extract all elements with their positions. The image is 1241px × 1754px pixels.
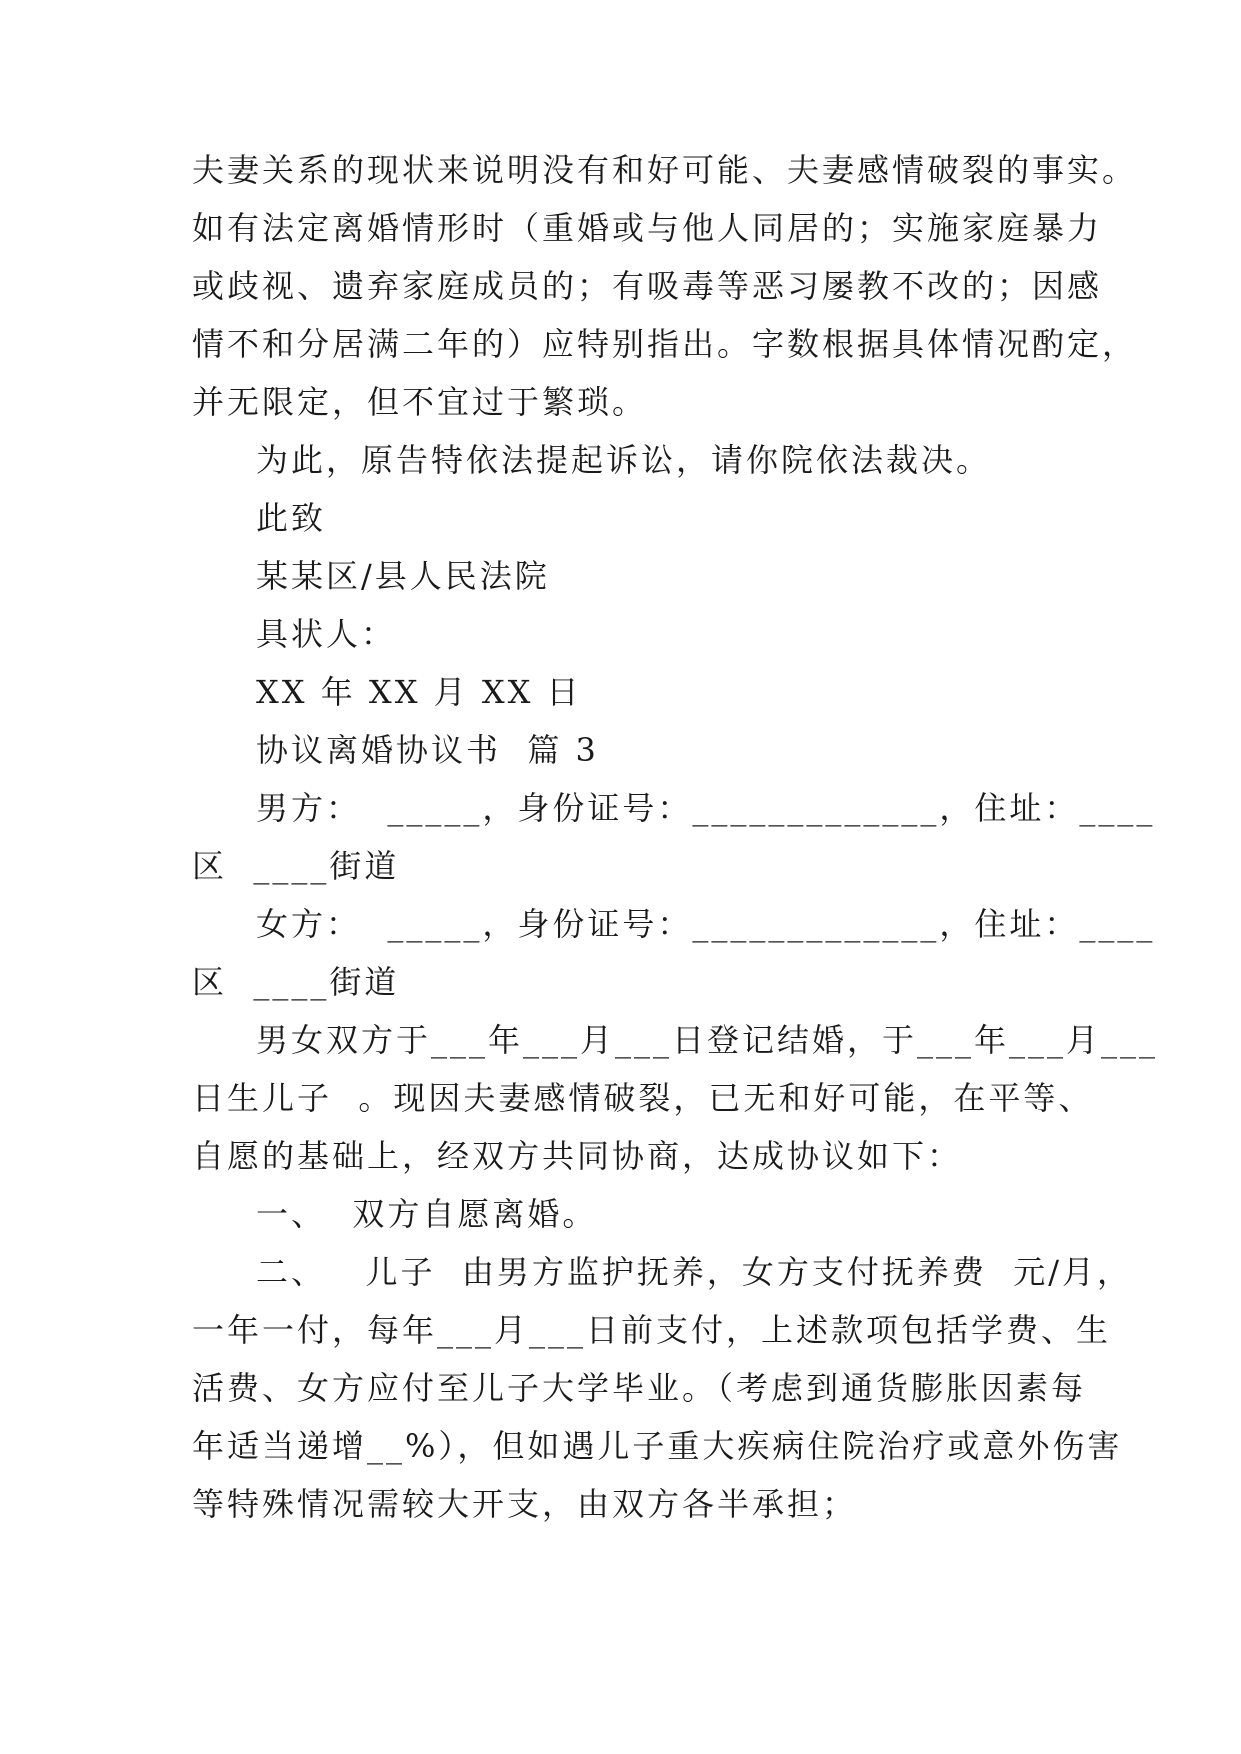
paragraph-line: 女方： _____，身份证号：_____________，住址：____ <box>256 905 1156 943</box>
paragraph-line: 夫妻关系的现状来说明没有和好可能、夫妻感情破裂的事实。 <box>192 151 1138 189</box>
paragraph-line: 并无限定，但不宜过于繁琐。 <box>192 383 648 421</box>
paragraph-line: 等特殊情况需较大开支，由双方各半承担； <box>192 1485 858 1523</box>
paragraph-line: 日生儿子 。现因夫妻感情破裂，已无和好可能，在平等、 <box>192 1079 1094 1117</box>
salutation: 此致 <box>256 499 327 537</box>
paragraph-line: 情不和分居满二年的）应特别指出。字数根据具体情况酌定， <box>192 325 1138 363</box>
paragraph-line: 或歧视、遗弃家庭成员的；有吸毒等恶习屡教不改的；因感 <box>192 267 1103 305</box>
paragraph-line: 一年一付，每年___月___日前支付，上述款项包括学费、生 <box>192 1311 1112 1349</box>
court-name: 某某区/县人民法院 <box>256 557 550 595</box>
paragraph-line: 男方： _____，身份证号：_____________，住址：____ <box>256 789 1156 827</box>
paragraph-line: 区 ____街道 <box>192 963 400 1001</box>
paragraph-line: 自愿的基础上，经双方共同协商，达成协议如下： <box>192 1137 963 1175</box>
paragraph-line: 一、 双方自愿离婚。 <box>256 1195 598 1233</box>
date-line: XX 年 XX 月 XX 日 <box>256 673 582 711</box>
signer-label: 具状人： <box>256 615 397 653</box>
paragraph-line: 男女双方于___年___月___日登记结婚，于___年___月___ <box>256 1021 1159 1059</box>
paragraph-line: 区 ____街道 <box>192 847 400 885</box>
paragraph-line: 二、 儿子 由男方监护抚养，女方支付抚养费 元/月， <box>256 1253 1132 1291</box>
paragraph-line: 如有法定离婚情形时（重婚或与他人同居的；实施家庭暴力 <box>192 209 1103 247</box>
paragraph-line: 为此，原告特依法提起诉讼，请你院依法裁决。 <box>256 441 992 479</box>
paragraph-line: 年适当递增__%），但如遇儿子重大疾病住院治疗或意外伤害 <box>192 1427 1123 1465</box>
section-title: 协议离婚协议书 篇 3 <box>256 731 599 769</box>
paragraph-line: 活费、女方应付至儿子大学毕业。（考虑到通货膨胀因素每 <box>192 1369 1087 1407</box>
